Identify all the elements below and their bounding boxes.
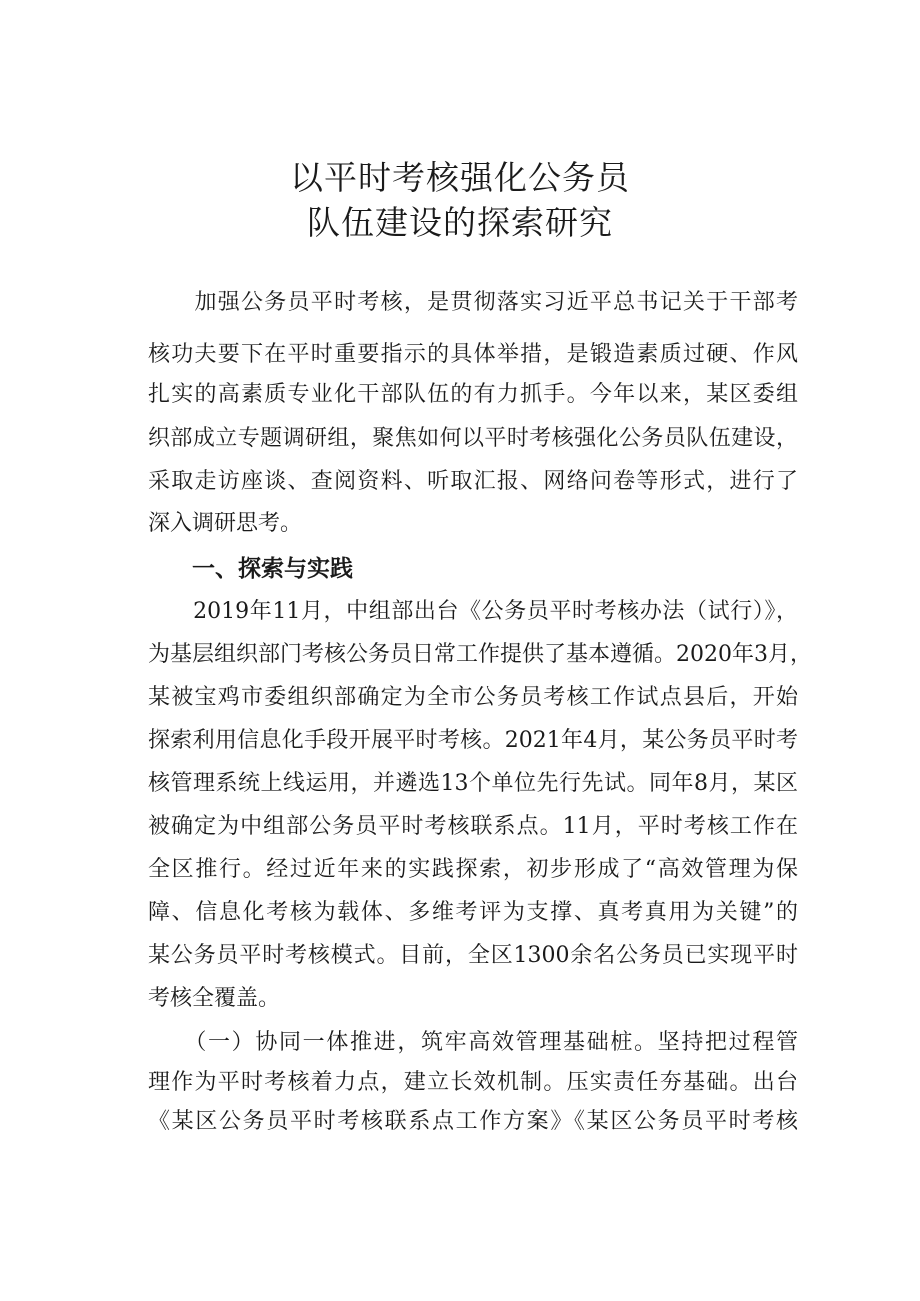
paragraph-2-line: 障、信息化考核为载体、多维考评为支撑、真考真用为关键”的 (148, 900, 798, 925)
document-title-line-1: 以平时考核强化公务员 (290, 158, 630, 197)
paragraph-3-line: （一）协同一体推进，筑牢高效管理基础桩。坚持把过程管 (148, 1030, 798, 1055)
paragraph-3-line: 理作为平时考核着力点，建立长效机制。压实责任夯基础。出台 (148, 1070, 798, 1095)
paragraph-1-line: 采取走访座谈、查阅资料、听取汇报、网络问卷等形式，进行了 (148, 469, 798, 494)
paragraph-1-line: 核功夫要下在平时重要指示的具体举措，是锻造素质过硬、作风 (148, 342, 798, 367)
section-heading: 一、探索与实践 (192, 556, 353, 582)
paragraph-2-line: 2019年11月，中组部出台《公务员平时考核办法（试行）》， (148, 599, 798, 624)
paragraph-1-line: 加强公务员平时考核，是贯彻落实习近平总书记关于干部考 (148, 290, 798, 315)
paragraph-1-line: 织部成立专题调研组，聚焦如何以平时考核强化公务员队伍建设， (148, 426, 798, 451)
paragraph-2-line: 探索利用信息化手段开展平时考核。2021年4月，某公务员平时考 (148, 728, 798, 753)
document-title-line-2: 队伍建设的探索研究 (307, 203, 613, 242)
paragraph-3-line: 《某区公务员平时考核联系点工作方案》《某区公务员平时考核 (148, 1109, 798, 1134)
paragraph-2-line: 核管理系统上线运用，并遴选13个单位先行先试。同年8月，某区 (148, 771, 798, 796)
paragraph-2-line: 某公务员平时考核模式。目前，全区1300余名公务员已实现平时 (148, 943, 798, 968)
paragraph-1-line: 深入调研思考。 (148, 511, 303, 536)
paragraph-2-line: 某被宝鸡市委组织部确定为全市公务员考核工作试点县后，开始 (148, 685, 798, 710)
paragraph-1-line: 扎实的高素质专业化干部队伍的有力抓手。今年以来，某区委组 (148, 382, 798, 407)
paragraph-2-line: 考核全覆盖。 (148, 986, 281, 1011)
paragraph-2-line: 被确定为中组部公务员平时考核联系点。11月，平时考核工作在 (148, 814, 798, 839)
paragraph-2-line: 为基层组织部门考核公务员日常工作提供了基本遵循。2020年3月， (148, 642, 812, 667)
paragraph-2-line: 全区推行。经过近年来的实践探索，初步形成了“高效管理为保 (148, 857, 798, 882)
